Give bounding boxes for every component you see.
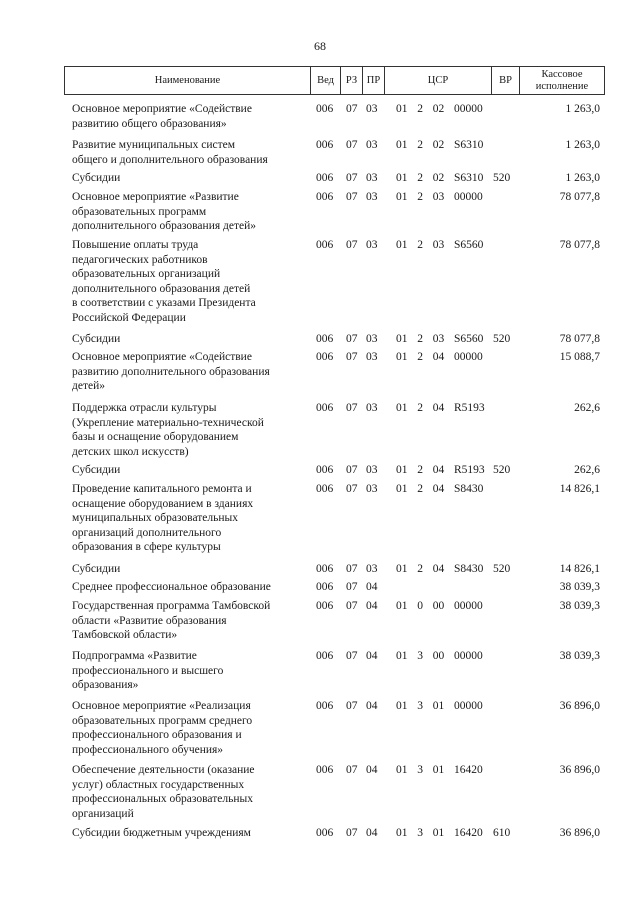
row-ved: 006 xyxy=(316,172,334,184)
row-pr: 04 xyxy=(366,700,378,712)
row-rz: 07 xyxy=(346,700,358,712)
row-csr: 01 3 01 16420 xyxy=(396,827,483,839)
row-pr: 03 xyxy=(366,172,378,184)
row-pr: 03 xyxy=(366,464,378,476)
row-pr: 03 xyxy=(366,333,378,345)
row-pr: 03 xyxy=(366,239,378,251)
row-sum: 38 039,3 xyxy=(559,650,600,662)
row-vr: 610 xyxy=(493,827,511,839)
row-ved: 006 xyxy=(316,563,334,575)
row-name: Проведение капитального ремонта и оснащение оборудованием в зданиях муниципальных образовательных организаций дополнительного образования в сфере культуры xyxy=(72,483,254,553)
row-sum: 1 263,0 xyxy=(565,103,600,115)
row-sum: 15 088,7 xyxy=(559,351,600,363)
row-csr: 01 3 01 16420 xyxy=(396,764,483,776)
row-rz: 07 xyxy=(346,139,358,151)
row-ved: 006 xyxy=(316,483,334,495)
row-ved: 006 xyxy=(316,827,334,839)
row-sum: 36 896,0 xyxy=(559,827,600,839)
header-csr: ЦСР xyxy=(385,67,492,94)
row-pr: 04 xyxy=(366,650,378,662)
header-name: Наименование xyxy=(65,67,311,94)
row-rz: 07 xyxy=(346,172,358,184)
row-csr: 01 0 00 00000 xyxy=(396,600,483,612)
row-name: Государственная программа Тамбовской области «Развитие образования Тамбовской области» xyxy=(72,600,271,641)
row-name: Повышение оплаты труда педагогических работников образовательных организаций дополнительного образования детей в соответствии с указами Президента Российской Федерации xyxy=(72,239,256,324)
row-sum: 78 077,8 xyxy=(559,239,600,251)
header-pr: ПР xyxy=(363,67,385,94)
row-name: Субсидии бюджетным учреждениям xyxy=(72,827,251,839)
row-ved: 006 xyxy=(316,191,334,203)
row-ved: 006 xyxy=(316,139,334,151)
row-rz: 07 xyxy=(346,581,358,593)
row-csr: 01 2 03 00000 xyxy=(396,191,483,203)
row-vr: 520 xyxy=(493,563,511,575)
row-sum: 38 039,3 xyxy=(559,600,600,612)
row-ved: 006 xyxy=(316,464,334,476)
row-pr: 03 xyxy=(366,351,378,363)
header-vr: ВР xyxy=(492,67,520,94)
row-name: Основное мероприятие «Содействие развитию общего образования» xyxy=(72,103,252,130)
row-rz: 07 xyxy=(346,600,358,612)
row-name: Подпрограмма «Развитие профессионального и высшего образования» xyxy=(72,650,224,691)
row-name: Среднее профессиональное образование xyxy=(72,581,271,593)
row-sum: 1 263,0 xyxy=(565,172,600,184)
row-pr: 03 xyxy=(366,483,378,495)
row-pr: 04 xyxy=(366,600,378,612)
row-name: Субсидии xyxy=(72,333,121,345)
row-sum: 14 826,1 xyxy=(559,563,600,575)
row-ved: 006 xyxy=(316,600,334,612)
row-ved: 006 xyxy=(316,333,334,345)
row-ved: 006 xyxy=(316,581,334,593)
row-csr: 01 2 02 S6310 xyxy=(396,172,484,184)
row-vr: 520 xyxy=(493,333,511,345)
table-header xyxy=(64,66,605,95)
row-name: Развитие муниципальных систем общего и дополнительного образования xyxy=(72,139,268,166)
row-name: Субсидии xyxy=(72,464,121,476)
row-sum: 78 077,8 xyxy=(559,333,600,345)
header-rz: РЗ xyxy=(341,67,363,94)
row-csr: 01 2 03 S6560 xyxy=(396,333,484,345)
row-pr: 03 xyxy=(366,563,378,575)
row-sum: 38 039,3 xyxy=(559,581,600,593)
row-csr: 01 2 02 S6310 xyxy=(396,139,484,151)
row-rz: 07 xyxy=(346,351,358,363)
row-vr: 520 xyxy=(493,464,511,476)
row-sum: 36 896,0 xyxy=(559,764,600,776)
row-sum: 78 077,8 xyxy=(559,191,600,203)
row-ved: 006 xyxy=(316,351,334,363)
row-pr: 03 xyxy=(366,103,378,115)
row-rz: 07 xyxy=(346,764,358,776)
row-ved: 006 xyxy=(316,239,334,251)
row-rz: 07 xyxy=(346,103,358,115)
row-csr: 01 2 04 R5193 xyxy=(396,464,485,476)
header-sum: Кассовое исполнение xyxy=(535,69,589,92)
row-rz: 07 xyxy=(346,464,358,476)
row-rz: 07 xyxy=(346,483,358,495)
row-rz: 07 xyxy=(346,402,358,414)
row-ved: 006 xyxy=(316,764,334,776)
row-rz: 07 xyxy=(346,333,358,345)
row-rz: 07 xyxy=(346,563,358,575)
row-vr: 520 xyxy=(493,172,511,184)
row-sum: 1 263,0 xyxy=(565,139,600,151)
row-name: Основное мероприятие «Развитие образовательных программ дополнительного образования детей» xyxy=(72,191,256,232)
header-ved: Вед xyxy=(311,67,341,94)
row-rz: 07 xyxy=(346,650,358,662)
row-pr: 03 xyxy=(366,139,378,151)
row-csr: 01 3 01 00000 xyxy=(396,700,483,712)
row-sum: 262,6 xyxy=(574,464,600,476)
row-name: Основное мероприятие «Содействие развитию дополнительного образования детей» xyxy=(72,351,270,392)
row-sum: 262,6 xyxy=(574,402,600,414)
row-ved: 006 xyxy=(316,402,334,414)
page-number: 68 xyxy=(314,39,326,53)
row-name: Обеспечение деятельности (оказание услуг) областных государственных профессиональных образовательных организаций xyxy=(72,764,255,820)
row-ved: 006 xyxy=(316,650,334,662)
row-name: Поддержка отрасли культуры (Укрепление материально-технической базы и оснащение оборудованием детских школ искусств) xyxy=(72,402,264,458)
row-csr: 01 2 02 00000 xyxy=(396,103,483,115)
row-csr: 01 3 00 00000 xyxy=(396,650,483,662)
row-rz: 07 xyxy=(346,239,358,251)
row-name: Основное мероприятие «Реализация образовательных программ среднего профессионального образования и профессионального обучения» xyxy=(72,700,253,756)
row-pr: 03 xyxy=(366,191,378,203)
row-name: Субсидии xyxy=(72,172,121,184)
row-csr: 01 2 04 00000 xyxy=(396,351,483,363)
row-name: Субсидии xyxy=(72,563,121,575)
row-pr: 04 xyxy=(366,764,378,776)
row-csr: 01 2 04 R5193 xyxy=(396,402,485,414)
row-pr: 04 xyxy=(366,827,378,839)
row-rz: 07 xyxy=(346,191,358,203)
row-pr: 03 xyxy=(366,402,378,414)
row-rz: 07 xyxy=(346,827,358,839)
row-csr: 01 2 03 S6560 xyxy=(396,239,484,251)
row-csr: 01 2 04 S8430 xyxy=(396,563,484,575)
row-sum: 14 826,1 xyxy=(559,483,600,495)
row-ved: 006 xyxy=(316,700,334,712)
row-pr: 04 xyxy=(366,581,378,593)
row-sum: 36 896,0 xyxy=(559,700,600,712)
row-csr: 01 2 04 S8430 xyxy=(396,483,484,495)
row-ved: 006 xyxy=(316,103,334,115)
